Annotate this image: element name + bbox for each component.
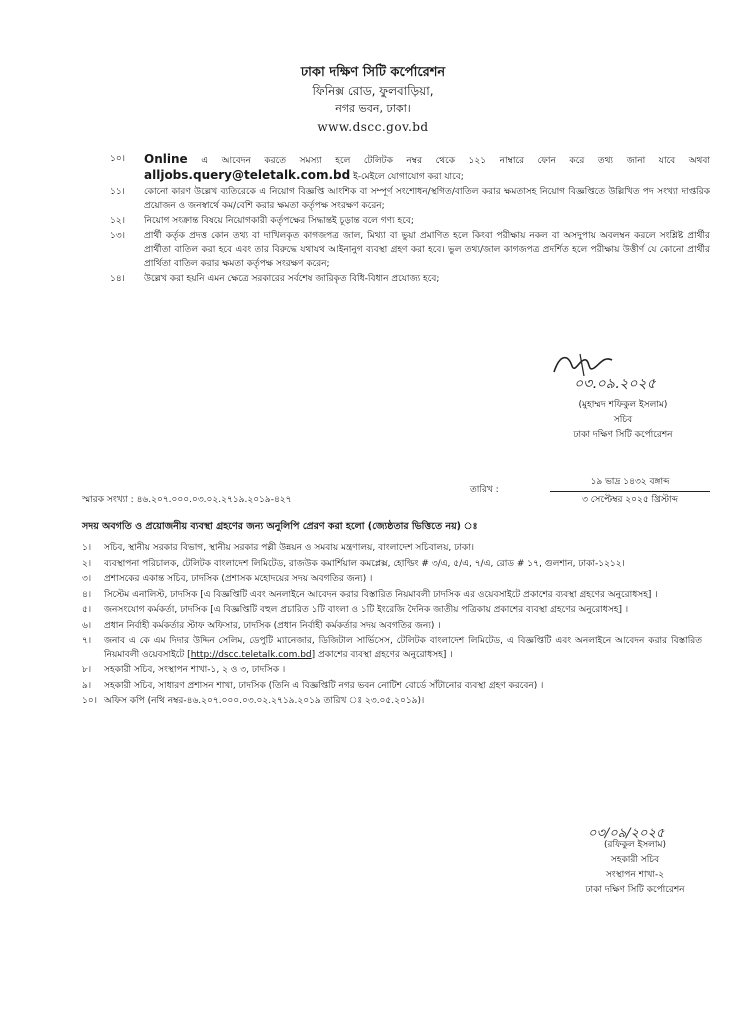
clause-number: ১৪।: [110, 274, 125, 284]
terms-clauses: [110, 152, 710, 287]
item-text: সহকারী সচিব, সংস্থাপন শাখা-১, ২ ও ৩, ঢাদসিক ।: [104, 665, 286, 675]
item-text: সিস্টেম এনালিস্ট, ঢাদসিক [এ বিজ্ঞপ্তিটি এবং অনলাইনে আবেদন করার বিস্তারিত নিয়মাবলী ঢাদসিক এর ওয়েবসাইটে প্রকাশের ব্যবস্থা গ্রহণের অনুরোধসহ] ।: [104, 589, 658, 600]
clause-item: [110, 229, 710, 271]
letterhead: [0, 64, 746, 136]
item-text-after: ] প্রকাশের ব্যবস্থা গ্রহণের অনুরোধসহ] ।: [311, 649, 453, 660]
list-item: [82, 620, 702, 634]
signature-2-date: ০৩/০৯/২০২৫: [588, 826, 665, 841]
list-item: [82, 558, 702, 572]
signatory-designation: সহকারী সচিব: [610, 855, 660, 865]
clause-item: [110, 185, 710, 213]
item-text: ব্যবস্থাপনা পরিচালক, টেলিটক বাংলাদেশ লিমিটেড, রাজউক কমার্শিয়াল কমপ্লেক্স, হোল্ডিং # ৩/এ, ৫/এ, ৭/এ, রোড # ১৭, গুলশান, ঢাকা-১২১২।: [104, 558, 625, 569]
item-number: ৪।: [82, 589, 92, 600]
clause-lead: Online: [144, 152, 188, 166]
clause-item: [110, 272, 710, 286]
signature-1-block: [548, 398, 698, 443]
list-item: [82, 695, 702, 709]
date-bangla: ১৯ ভাদ্র ১৪৩২ বঙ্গাব্দ: [550, 474, 710, 492]
signatory-name: (রফিকুল ইসলাম): [604, 840, 666, 850]
clause-item: [110, 152, 710, 184]
list-item: [82, 635, 702, 662]
list-item: [82, 542, 702, 556]
clause-text-after: ই-মেইলে যোগাযোগ করা যাবে;: [350, 172, 464, 182]
memo-number: স্মারক সংখ্যা : ৪৬.২০৭.০০০.০৩.০২.২৭১৯.২০১৯-৪২৭: [82, 495, 292, 505]
clause-text: কোনো কারণ উল্লেখ ব্যতিরেকে এ নিয়োগ বিজ্ঞপ্তি আংশিক বা সম্পূর্ণ সংশোধন/স্থগিত/বাতিল করার ক্ষমতাসহ নিয়োগ বিজ্ঞপ্তিতে উল্লিখিত পদ সংখ্যা দাপ্তরিক প্রয়োজন ও জনস্বার্থে কম/বেশি করার ক্ষমতা কর্তৃপক্ষ সংরক্ষণ করেন;: [144, 187, 710, 211]
distribution-list: [82, 542, 702, 711]
item-number: ৮।: [82, 665, 92, 675]
list-item: [82, 604, 702, 618]
item-text: অফিস কপি (নথি নম্বর-৪৬.২০৭.০০০.০৩.০২.২৭১৯.২০১৯ তারিখ ঃ ২৩.০৫.২০১৯)।: [104, 696, 425, 706]
clause-number: ১১।: [110, 187, 125, 197]
list-item: [82, 680, 702, 694]
query-email: alljobs.query@teletalk.com.bd: [144, 168, 351, 182]
item-text: সচিব, স্থানীয় সরকার বিভাগ, স্থানীয় সরকার পল্লী উন্নয়ন ও সমবায় মন্ত্রণালয়, বাংলাদেশ সচিবালয়, ঢাকা।: [104, 543, 474, 553]
clause-number: ১০।: [110, 154, 125, 164]
clause-text: প্রার্থী কর্তৃক প্রদত্ত কোন তথ্য বা দাখিলকৃত কাগজপত্র জাল, মিথ্যা বা ভুয়া প্রমাণিত হলে কিংবা পরীক্ষায় নকল বা অসদুপায় অবলম্বন করলে সংশ্লিষ্ট প্রার্থীর প্রার্থীতা বাতিল করা হবে এবং তার বিরুদ্ধে যথাযথ আইনানুগ ব্যবস্থা গ্রহণ করা হবে। ভুল তথ্য/জাল কাগজপত্র প্রদর্শিত হলে পরীক্ষায় উত্তীর্ণ যে কোনো প্রার্থীর প্রার্থিতা বাতিল করার ক্ষমতা কর্তৃপক্ষ সংরক্ষণ করেন;: [144, 231, 710, 269]
item-number: ৩।: [82, 574, 92, 584]
item-text: জনসংযোগ কর্মকর্তা, ঢাদসিক [এ বিজ্ঞপ্তিটি বহুল প্রচারিত ১টি বাংলা ও ১টি ইংরেজি দৈনিক জাতীয় পত্রিকায় প্রকাশের ব্যবস্থা গ্রহণের অনুরোধসহ] ।: [104, 605, 629, 615]
website: www.dscc.gov.bd: [317, 120, 429, 134]
teletalk-link[interactable]: http://dscc.teletalk.com.bd: [190, 649, 312, 660]
copy-heading: সদয় অবগতি ও প্রয়োজনীয় ব্যবস্থা গ্রহণের জন্য অনুলিপি প্রেরণ করা হলো (জ্যেষ্ঠতার ভিত্তিতে নয়) ঃ: [82, 521, 478, 532]
signatory-branch: সংস্থাপন শাখা-২: [605, 870, 665, 880]
signatory-designation: সচিব: [613, 415, 633, 425]
item-number: ৬।: [82, 620, 92, 631]
item-number: ৭।: [82, 636, 92, 646]
item-text: সহকারী সচিব, সাধারণ প্রশাসন শাখা, ঢাদসিক (তিনি এ বিজ্ঞপ্তিটি নগর ভবন নোটিশ বোর্ডে সাঁটানোর ব্যবস্থা গ্রহণ করবেন) ।: [104, 680, 544, 691]
org-name: ঢাকা দক্ষিণ সিটি কর্পোরেশন: [300, 65, 446, 80]
clause-text: নিয়োগ সংক্রান্ত বিষয়ে নিয়োগকারী কর্তৃপক্ষের সিদ্ধান্তই চূড়ান্ত বলে গণ্য হবে;: [144, 216, 414, 226]
item-text: জনাব এ কে এম দিদার উদ্দিন সেলিম, ডেপুটি ম্যানেজার, ডিজিটাল সার্ভিসেস, টেলিটক বাংলাদেশ লিমিটেড, এ বিজ্ঞপ্তিটি এবং অনলাইনে আবেদন করার বিস্তারিত নিয়মাবলী ওয়েবসাইটে [: [104, 636, 702, 660]
address-line-2: নগর ভবন, ঢাকা।: [335, 102, 411, 115]
item-number: ৯।: [82, 680, 92, 691]
signatory-name: (মুহাম্মদ শফিকুল ইসলাম): [578, 400, 668, 410]
date-gregorian: ৩ সেপ্টেম্বর ২০২৫ খ্রিস্টাব্দ: [582, 495, 678, 505]
clause-item: [110, 214, 710, 228]
clause-text: এ আবেদন করতে সমস্যা হলে টেলিটক নম্বর থেকে ১২১ নাম্বারে ফোন করে তথ্য জানা যাবে অথবা: [187, 156, 710, 166]
item-text: প্রশাসকের একান্ত সচিব, ঢাদসিক (প্রশাসক মহোদয়ের সদয় অবগতির জন্য) ।: [104, 574, 373, 584]
date-label: তারিখ :: [470, 485, 499, 495]
signatory-office: ঢাকা দক্ষিণ সিটি কর্পোরেশন: [585, 885, 685, 895]
signature-2-block: [560, 838, 710, 898]
clause-number: ১২।: [110, 216, 125, 226]
item-number: ৫।: [82, 605, 92, 615]
item-text: প্রধান নির্বাহী কর্মকর্তার স্টাফ অফিসার, ঢাদসিক (প্রধান নির্বাহী কর্মকর্তার সদয় অবগতির জন্য) ।: [104, 620, 441, 631]
list-item: [82, 589, 702, 603]
clause-text: উল্লেখ করা হয়নি এমন ক্ষেত্রে সরকারের সর্বশেষ জারিকৃত বিধি-বিধান প্রযোজ্য হবে;: [144, 274, 440, 284]
item-number: ১০।: [82, 696, 97, 706]
item-number: ১।: [82, 543, 92, 553]
list-item: [82, 573, 702, 587]
signature-1-date: ০৩.০৯.২০২৫: [574, 376, 656, 392]
item-number: ২।: [82, 558, 92, 569]
clause-number: ১৩।: [110, 231, 125, 241]
address-line-1: ফিনিক্স রোড, ফুলবাড়িয়া,: [312, 84, 434, 98]
list-item: [82, 664, 702, 678]
signatory-office: ঢাকা দক্ষিণ সিটি কর্পোরেশন: [573, 430, 673, 440]
